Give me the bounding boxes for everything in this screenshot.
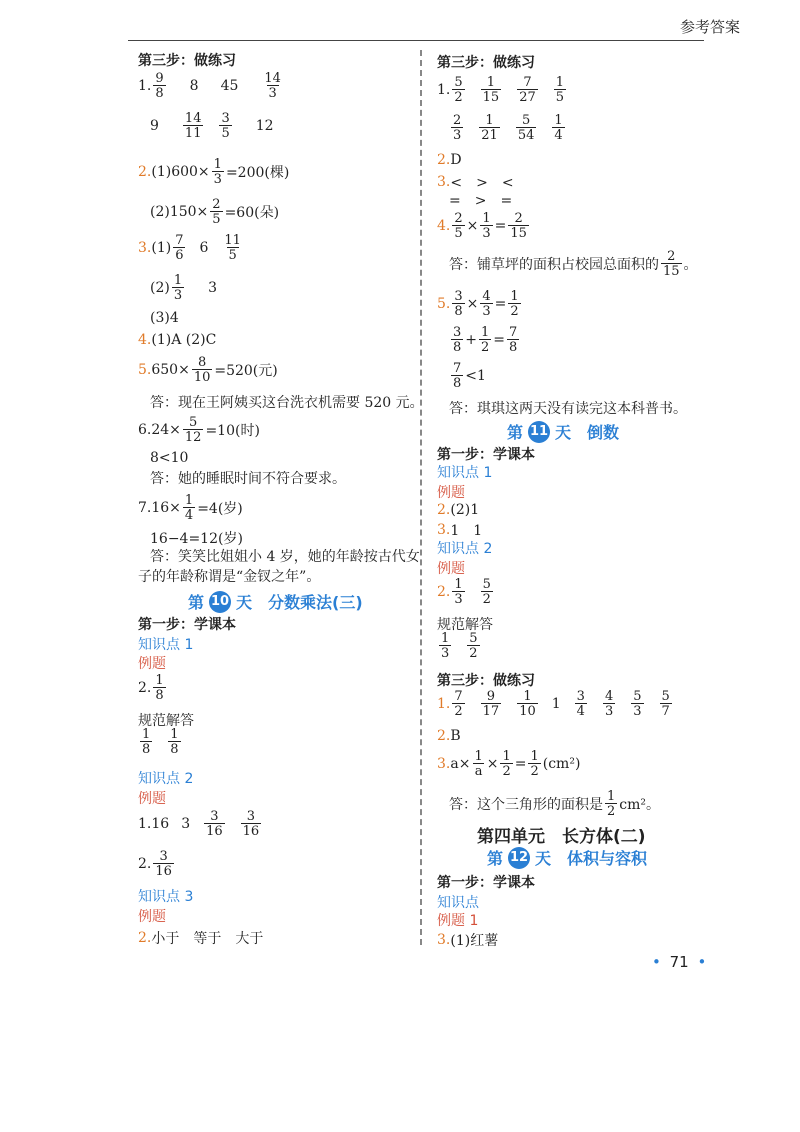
kp3: 知识点 3 (138, 889, 194, 905)
fraction: $\frac{5}{12}$ (184, 415, 202, 445)
fraction: $\frac{3}{8}$ (453, 325, 462, 355)
l-q1-row1: 1. $\frac{9}{8}$ 8 45 $\frac{14}{3}$ (138, 71, 281, 101)
ex1: 例题 (138, 656, 166, 672)
column-divider (420, 50, 422, 945)
q-number: 1. (138, 78, 152, 94)
day11-title: 第 11 天 倒数 (507, 420, 619, 443)
r-ex1: 例题 (437, 485, 465, 501)
fraction: $\frac{1}{2}$ (502, 749, 511, 779)
step1-heading: 第一步：学课本 (138, 617, 236, 633)
r-p1: 1. $\frac{7}{2}$ $\frac{9}{17}$ $\frac{1}{10}$ 1 $\frac{3}{4}$ $\frac{4}{3}$ $\frac{5}{3}$ $\frac{5}{7}$ (437, 689, 670, 719)
ex3: 例题 (138, 909, 166, 925)
r-q5-answer: 答：琪琪这两天没有读完这本科普书。 (449, 401, 687, 417)
fraction: $\frac{1}{3}$ (173, 273, 183, 303)
fraction: $\frac{1}{15}$ (482, 75, 500, 105)
fraction: $\frac{7}{2}$ (454, 689, 463, 719)
r-step1b-heading: 第一步：学课本 (437, 875, 535, 891)
l-q5: 5. 650× $\frac{8}{10}$ =520(元) (138, 355, 278, 385)
fraction: $\frac{3}{16}$ (206, 809, 223, 839)
fraction: $\frac{3}{16}$ (155, 849, 172, 879)
l-q2a: 2. (1)600× $\frac{1}{3}$ =200(棵) (138, 157, 290, 187)
fraction: $\frac{7}{8}$ (453, 361, 462, 391)
r-gf-fracs (437, 632, 482, 660)
l-gfjd: 规范解答 (138, 713, 194, 729)
l-q7: 7. 16× $\frac{1}{4}$ =4(岁) (138, 493, 243, 523)
fraction: $\frac{1}{3}$ (482, 211, 491, 241)
l-a2: 2. $\frac{1}{8}$ (138, 673, 164, 703)
page-number: • 71 • (652, 953, 707, 971)
day-badge: 12 (508, 847, 530, 869)
fraction: $\frac{1}{4}$ (554, 113, 563, 143)
r-p3-answer: 答：这个三角形的面积是 $\frac{1}{2}$ cm²。 (449, 789, 661, 819)
fraction: $\frac{5}{3}$ (633, 689, 642, 719)
l-q6: 6. 24× $\frac{5}{12}$ =10(时) (138, 415, 260, 445)
fraction: $\frac{1}{2}$ (510, 289, 519, 319)
l-q7-l2: 16−4=12(岁) (150, 531, 243, 547)
r-q1-row2 (437, 114, 567, 142)
kp1: 知识点 1 (138, 637, 194, 653)
r-kp: 知识点 (437, 895, 479, 911)
fraction: $\frac{2}{5}$ (454, 211, 463, 241)
l-b2: 2. $\frac{3}{16}$ (138, 849, 172, 879)
fraction: $\frac{1}{8}$ (170, 727, 179, 757)
l-q3a: 3. (1) $\frac{7}{6}$ 6 $\frac{11}{5}$ (138, 233, 241, 263)
fraction: $\frac{4}{3}$ (604, 689, 614, 719)
l-q5-answer: 答：现在王阿姨买这台洗衣机需要 520 元。 (150, 395, 424, 411)
header-title: 参考答案 (679, 18, 740, 36)
r-kp1: 知识点 1 (437, 465, 493, 481)
fraction: $\frac{1}{3}$ (213, 157, 222, 187)
r-a3: 3. 1 1 (437, 522, 483, 539)
fraction: $\frac{1}{5}$ (555, 75, 565, 105)
fraction: $\frac{1}{a}$ (474, 749, 483, 779)
fraction: $\frac{1}{2}$ (607, 789, 616, 819)
r-gfjd: 规范解答 (437, 617, 493, 633)
r-step3b-heading: 第三步：做练习 (437, 673, 535, 689)
fraction: $\frac{3}{4}$ (576, 689, 585, 719)
r-b2: 2. $\frac{1}{3}$ $\frac{5}{2}$ (437, 577, 491, 607)
fraction: $\frac{2}{3}$ (453, 113, 462, 143)
fraction: $\frac{3}{8}$ (454, 289, 463, 319)
l-q4: 4. (1)A (2)C (138, 332, 217, 348)
fraction: $\frac{3}{5}$ (221, 111, 230, 141)
fraction: $\frac{1}{3}$ (454, 577, 463, 607)
l-q6-answer: 答：她的睡眠时间不符合要求。 (150, 471, 346, 487)
fraction: $\frac{1}{2}$ (530, 749, 539, 779)
fraction: $\frac{9}{8}$ (155, 71, 164, 101)
fraction: $\frac{8}{10}$ (193, 355, 211, 385)
fraction: $\frac{2}{15}$ (663, 249, 680, 279)
l-q7-answer2: 子的年龄称谓是“金钗之年”。 (138, 569, 321, 585)
fraction: $\frac{5}{54}$ (517, 113, 535, 143)
fraction: $\frac{5}{2}$ (482, 577, 491, 607)
l-q2b: (2)150× $\frac{2}{5}$ =60(朵) (150, 197, 280, 227)
fraction: $\frac{1}{4}$ (184, 493, 194, 523)
r-q3-row2: = > = (449, 193, 513, 209)
r-a2: 2. (2)1 (437, 502, 480, 518)
l-q3b: (2) $\frac{1}{3}$ 3 (150, 273, 218, 303)
day-badge: 10 (209, 591, 231, 613)
fraction: $\frac{4}{3}$ (482, 289, 491, 319)
unit4-title: 第四单元 长方体(二) (477, 827, 646, 847)
fraction: $\frac{5}{7}$ (661, 689, 670, 719)
l-q3c: (3)4 (150, 310, 179, 326)
l-q1-row2: 9 $\frac{14}{11}$ $\frac{3}{5}$ 12 (150, 111, 274, 141)
r-q5-l3: $\frac{7}{8}$ <1 (453, 361, 486, 391)
r-p2: 2. B (437, 728, 461, 744)
header-rule (128, 40, 704, 41)
r-p3: 3. a× $\frac{1}{a}$ × $\frac{1}{2}$ = $\frac{1}{2}$ (cm²) (437, 749, 581, 779)
step3-heading: 第三步：做练习 (138, 53, 236, 69)
fraction: $\frac{14}{11}$ (184, 111, 202, 141)
l-q7-answer1: 答：笑笑比姐姐小 4 岁，她的年龄按古代女 (150, 549, 420, 565)
fraction: $\frac{1}{10}$ (519, 689, 536, 719)
kp2: 知识点 2 (138, 771, 194, 787)
day12-title: 第 12 天 体积与容积 (487, 846, 647, 869)
r-ex2: 例题 (437, 561, 465, 577)
l-b1: 1. 16 3 $\frac{3}{16}$ $\frac{3}{16}$ (138, 809, 260, 839)
r-step3-heading: 第三步：做练习 (437, 55, 535, 71)
l-c2: 2. 小于 等于 大于 (138, 930, 264, 947)
fraction: $\frac{11}{5}$ (224, 233, 241, 263)
r-q5-l1: 5. $\frac{3}{8}$ × $\frac{4}{3}$ = $\frac{1}{2}$ (437, 289, 519, 319)
r-q5-l2: $\frac{3}{8}$ + $\frac{1}{2}$ = $\frac{7}{8}$ (453, 325, 518, 355)
r-q3-row1: 3. < > < (437, 174, 514, 191)
r-q4: 4. $\frac{2}{5}$ × $\frac{1}{3}$ = $\frac{2}{15}$ (437, 211, 527, 241)
l-q6-l2: 8<10 (150, 450, 189, 466)
fraction: $\frac{3}{16}$ (242, 809, 260, 839)
fraction: $\frac{2}{5}$ (212, 197, 221, 227)
fraction: $\frac{1}{2}$ (481, 325, 490, 355)
fraction: $\frac{1}{8}$ (155, 673, 164, 703)
fraction: $\frac{14}{3}$ (264, 71, 281, 101)
r-c3: 3. (1)红薯 (437, 932, 499, 949)
r-step1-heading: 第一步：学课本 (437, 447, 535, 463)
fraction: $\frac{2}{15}$ (510, 211, 527, 241)
fraction: $\frac{1}{3}$ (441, 631, 450, 661)
fraction: $\frac{9}{17}$ (482, 689, 500, 719)
fraction: $\frac{1}{8}$ (142, 727, 151, 757)
l-gf-fracs (138, 728, 183, 756)
r-q4-answer: 答：铺草坪的面积占校园总面积的 $\frac{2}{15}$ 。 (449, 249, 698, 279)
fraction: $\frac{7}{6}$ (175, 233, 184, 263)
fraction: $\frac{5}{2}$ (469, 631, 478, 661)
r-q2: 2. D (437, 152, 462, 168)
day-badge: 11 (528, 421, 550, 443)
fraction: $\frac{5}{2}$ (454, 75, 463, 105)
r-ex: 例题 1 (437, 913, 479, 929)
fraction: $\frac{7}{8}$ (509, 325, 518, 355)
ex2: 例题 (138, 791, 166, 807)
r-q1-row1: 1. $\frac{5}{2}$ $\frac{1}{15}$ $\frac{7}{27}$ $\frac{1}{5}$ (437, 75, 565, 105)
fraction: $\frac{1}{21}$ (481, 113, 498, 143)
day10-title: 第 10 天 分数乘法(三) (188, 590, 363, 613)
fraction: $\frac{7}{27}$ (519, 75, 536, 105)
r-kp2: 知识点 2 (437, 541, 493, 557)
